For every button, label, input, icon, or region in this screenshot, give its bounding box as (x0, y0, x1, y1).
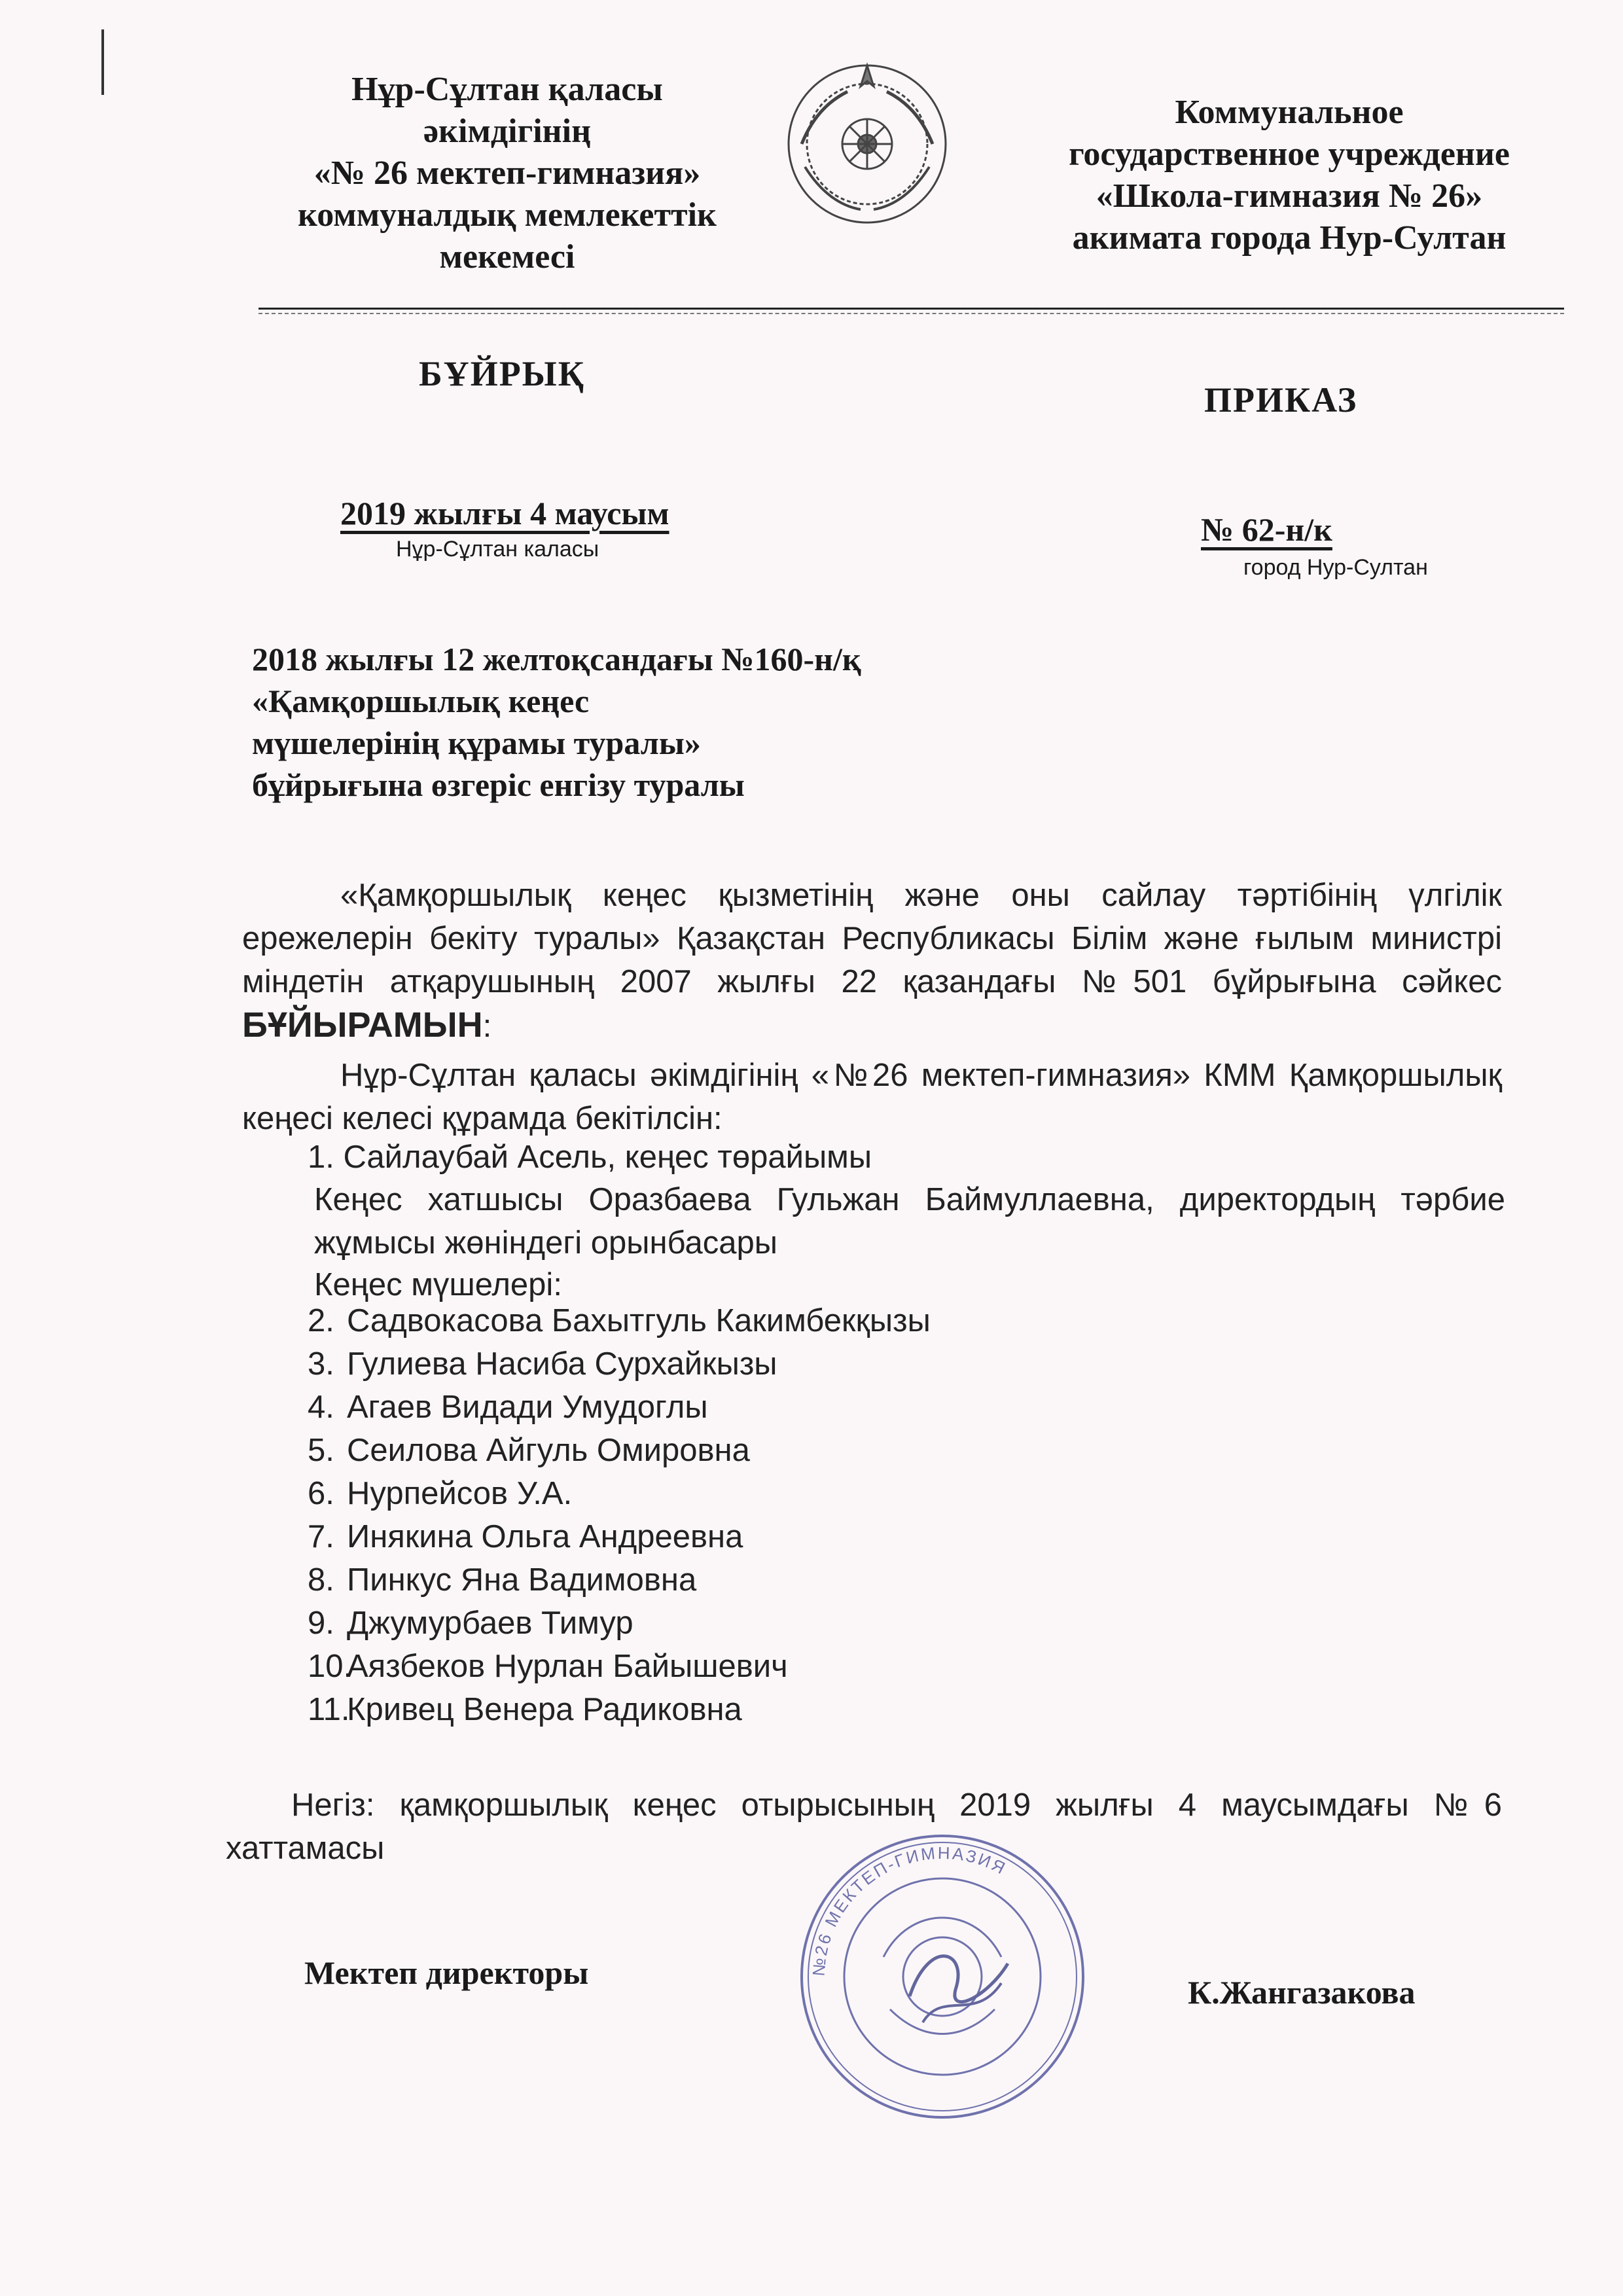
council-chair: 1. Сайлаубай Асель, кеңес төрайымы (308, 1139, 872, 1175)
member-number: 3. (308, 1346, 334, 1382)
signer-name: К.Жангазакова (1188, 1974, 1416, 2011)
subject-line: мүшелерінің құрамы туралы» (252, 725, 701, 761)
member-number: 8. (308, 1562, 334, 1598)
member-number: 7. (308, 1519, 334, 1554)
russian-org-line: государственное учреждение (1069, 135, 1510, 173)
list-item (308, 1299, 931, 1342)
signer-title: Мектеп директоры (304, 1954, 589, 1991)
member-number: 9. (308, 1605, 334, 1641)
member-name: Кривец Венера Радиковна (347, 1692, 742, 1727)
header-divider-dashed (259, 313, 1564, 314)
preamble-paragraph (242, 874, 1502, 1048)
member-number: 6. (308, 1476, 334, 1511)
list-item (308, 1602, 931, 1645)
list-item (308, 1386, 931, 1429)
list-item (308, 1472, 931, 1515)
order-date: 2019 жылғы 4 маусым (340, 495, 669, 531)
member-number: 2. (308, 1303, 334, 1338)
approve-text: Нұр-Сұлтан қаласы әкімдігінің «№26 мектеп-гимназия» КММ Қамқоршылық кеңесі келесі құрамда бекітілсін: (242, 1058, 1502, 1136)
list-item (308, 1429, 931, 1472)
order-subject (252, 638, 1103, 806)
member-name: Джумурбаев Тимур (347, 1605, 633, 1641)
official-seal-icon (792, 1826, 1093, 2127)
state-emblem-icon (776, 52, 959, 236)
list-item (308, 1688, 931, 1731)
document-title-kazakh: БҰЙРЫҚ (419, 354, 585, 393)
member-name: Гулиева Насиба Сурхайкызы (347, 1346, 777, 1382)
russian-org-line: акимата города Нур-Султан (1072, 219, 1507, 257)
russian-org-header (1021, 92, 1558, 259)
list-item (308, 1558, 931, 1602)
member-name: Нурпейсов У.А. (347, 1476, 573, 1511)
subject-line: бұйрығына өзгеріс енгізу туралы (252, 766, 745, 803)
stamp-text: №26 МЕКТЕП-ГИМНАЗИЯ (808, 1842, 1010, 1977)
list-item (308, 1342, 931, 1386)
document-title-russian: ПРИКАЗ (1204, 380, 1358, 420)
member-number: 11. (308, 1692, 350, 1727)
member-name: Садвокасова Бахытгуль Какимбекқызы (347, 1303, 931, 1338)
order-word: БҰЙЫРАМЫН (242, 1005, 483, 1045)
subject-line: 2018 жылғы 12 желтоқсандағы №160-н/қ (252, 641, 861, 677)
header-divider (259, 308, 1564, 310)
member-number: 10. (308, 1649, 353, 1684)
member-name: Инякина Ольга Андреевна (347, 1519, 743, 1554)
member-name: Пинкус Яна Вадимовна (347, 1562, 697, 1598)
russian-org-line: «Школа-гимназия № 26» (1096, 177, 1483, 215)
member-number: 4. (308, 1390, 334, 1425)
approve-paragraph (242, 1054, 1502, 1140)
kazakh-org-line: «№ 26 мектеп-гимназия» (313, 154, 701, 192)
place-kazakh: Нұр-Сұлтан каласы (396, 537, 599, 562)
member-name: Сеилова Айгуль Омировна (347, 1433, 750, 1468)
kazakh-org-line: әкімдігінің (423, 113, 592, 150)
order-suffix: : (482, 1009, 492, 1044)
member-name: Агаев Видади Умудоглы (347, 1390, 708, 1425)
order-number: № 62-н/к (1201, 511, 1332, 548)
list-item (308, 1645, 931, 1688)
kazakh-org-line: Нұр-Сұлтан қаласы (351, 71, 663, 108)
subject-line: «Қамқоршылық кеңес (252, 683, 590, 719)
preamble-text: «Қамқоршылық кеңес қызметінің және оны сайлау тәртібінің үлгілік ережелерін бекіту туралы» Қазақстан Республикасы Білім және ғылым министрі міндетін атқарушының 2007 жылғы 22 қазандағы №501 бұйрығына сәйкес (242, 878, 1502, 999)
list-item (308, 1515, 931, 1558)
member-number: 5. (308, 1433, 334, 1468)
members-label: Кеңес мүшелері: (314, 1267, 562, 1302)
kazakh-org-line: коммуналдық мемлекеттік (298, 196, 717, 234)
members-list (308, 1299, 931, 1731)
russian-org-line: Коммунальное (1175, 94, 1404, 131)
kazakh-org-header (255, 69, 759, 278)
kazakh-org-line: мекемесі (439, 238, 575, 276)
member-name: Аязбеков Нурлан Байышевич (347, 1649, 788, 1684)
basis-text: Негіз: қамқоршылық кеңес отырысының 2019 жылғы 4 маусымдағы №6 хаттамасы (226, 1787, 1502, 1866)
place-russian: город Нур-Султан (1243, 555, 1428, 580)
margin-mark (101, 29, 104, 95)
council-secretary: Кеңес хатшысы Оразбаева Гульжан Баймуллаевна, директордың тәрбие жұмысы жөніндегі орынбасары (314, 1182, 1505, 1261)
